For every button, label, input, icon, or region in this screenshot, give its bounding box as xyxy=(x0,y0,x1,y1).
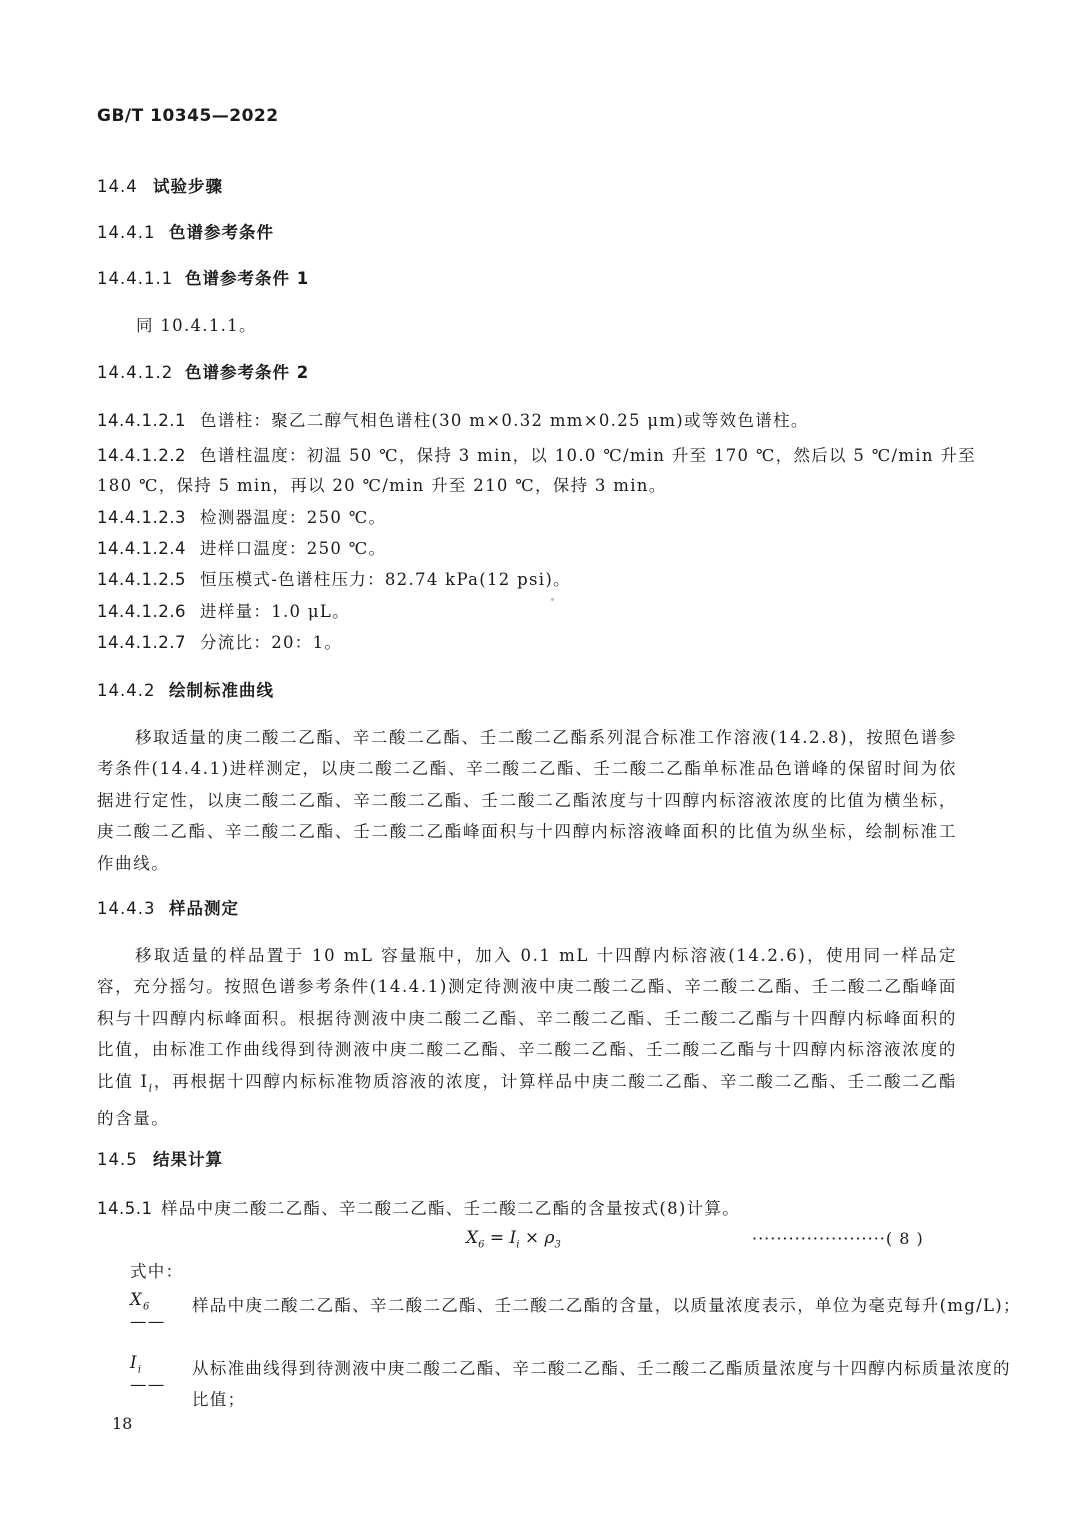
definition-text: 样品中庚二酸二乙酯、辛二酸二乙酯、壬二酸二乙酯的含量，以质量浓度表示，单位为毫克每升(mg/L)； xyxy=(192,1296,1021,1315)
item-number: 14.4.1.2.2 xyxy=(97,446,186,465)
item-text: 恒压模式-色谱柱压力：82.74 kPa(12 psi)。 xyxy=(200,570,571,589)
item-number: 14.4.1.2.1 xyxy=(97,411,186,430)
heading-14-4-1-1 xyxy=(97,265,309,289)
section-title: 色谱参考条件 xyxy=(169,223,274,242)
item-text: 色谱柱：聚乙二醇气相色谱柱(30 m×0.32 mm×0.25 μm)或等效色谱柱。 xyxy=(200,411,809,430)
condition-item-continuation: 180 ℃，保持 5 min，再以 20 ℃/min 升至 210 ℃，保持 3 min。 xyxy=(97,476,667,495)
paragraph-text: 移取适量的样品置于 10 mL 容量瓶中，加入 0.1 mL 十四醇内标溶液(14.2.6)，使用同一样品定容，充分摇匀。按照色谱参考条件(14.4.1)测定待测液中庚二酸二乙酯、辛二酸二乙酯、壬二酸二乙酯峰面积与十四醇内标峰面积。根据待测液中庚二酸二乙酯、辛二酸二乙酯、壬二酸二乙酯与十四醇内标峰面积的比值，由标准工作曲线得到待测液中庚二酸二乙酯、辛二酸二乙酯、壬二酸二乙酯与十四醇内标溶液浓度的比值 I xyxy=(97,946,957,1091)
item-text: 进样量：1.0 μL。 xyxy=(200,602,350,621)
standard-curve-paragraph: 移取适量的庚二酸二乙酯、辛二酸二乙酯、壬二酸二乙酯系列混合标准工作溶液(14.2.8)，按照色谱参考条件(14.4.1)进样测定，以庚二酸二乙酯、辛二酸二乙酯、壬二酸二乙酯单标准品色谱峰的保留时间为依据进行定性，以庚二酸二乙酯、辛二酸二乙酯、壬二酸二乙酯浓度与十四醇内标溶液浓度的比值为横坐标，庚二酸二乙酯、辛二酸二乙酯、壬二酸二乙酯峰面积与十四醇内标溶液峰面积的比值为纵坐标，绘制标准工作曲线。 xyxy=(97,728,957,873)
condition-item xyxy=(97,598,350,622)
item-text: 分流比：20：1。 xyxy=(200,633,343,652)
item-number: 14.4.1.2.6 xyxy=(97,602,186,621)
heading-14-4 xyxy=(97,173,223,197)
definition-symbol: $I_i$ —— xyxy=(130,1353,166,1395)
sample-test-paragraph xyxy=(97,940,957,1135)
heading-14-4-2 xyxy=(97,677,274,701)
definition-text: 从标准曲线得到待测液中庚二酸二乙酯、辛二酸二乙酯、壬二酸二乙酯质量浓度与十四醇内标质量浓度的比值； xyxy=(192,1359,1011,1409)
heading-14-4-1-2 xyxy=(97,359,309,383)
item-number: 14.4.1.2.4 xyxy=(97,539,186,558)
item-number: 14.5.1 xyxy=(97,1199,153,1218)
item-text: 样品中庚二酸二乙酯、辛二酸二乙酯、壬二酸二乙酯的含量按式(8)计算。 xyxy=(161,1199,741,1218)
formula-symbol: × ρ xyxy=(519,1228,555,1248)
formula-subscript: i xyxy=(516,1239,520,1251)
section-number: 14.4 xyxy=(97,177,138,196)
section-title: 试验步骤 xyxy=(153,177,223,196)
section-number: 14.5 xyxy=(97,1150,138,1169)
formula-symbol: = I xyxy=(484,1228,517,1248)
condition-item xyxy=(97,535,386,559)
item-number: 14.4.1.2.7 xyxy=(97,633,186,652)
section-number: 14.4.1.1 xyxy=(97,269,174,288)
scan-speck xyxy=(551,598,554,601)
formula-subscript: 6 xyxy=(478,1239,485,1251)
clause-14-5-1 xyxy=(97,1195,740,1219)
section-title: 结果计算 xyxy=(153,1150,223,1169)
definition-symbol: $X_6——$ xyxy=(130,1290,166,1332)
item-text: 检测器温度：250 ℃。 xyxy=(200,508,387,527)
standard-number: GB/T 10345—2022 xyxy=(97,106,279,126)
page-number: 18 xyxy=(112,1414,133,1433)
condition-1-body: 同 10.4.1.1。 xyxy=(136,316,257,335)
item-number: 14.4.1.2.5 xyxy=(97,570,186,589)
section-title: 色谱参考条件 2 xyxy=(185,363,310,382)
equation-number: ······················( 8 ) xyxy=(752,1229,924,1248)
condition-item xyxy=(97,407,809,431)
item-number: 14.4.1.2.3 xyxy=(97,508,186,527)
section-number: 14.4.1 xyxy=(97,223,156,242)
condition-item xyxy=(97,566,571,590)
heading-14-5 xyxy=(97,1146,223,1170)
section-number: 14.4.3 xyxy=(97,899,156,918)
heading-14-4-1 xyxy=(97,219,274,243)
paragraph-text-tail: ，再根据十四醇内标标准物质溶液的浓度，计算样品中庚二酸二乙酯、辛二酸二乙酯、壬二酸二乙酯的含量。 xyxy=(97,1071,957,1129)
formula-8 xyxy=(466,1228,561,1250)
item-text: 色谱柱温度：初温 50 ℃，保持 3 min，以 10.0 ℃/min 升至 170 ℃，然后以 5 ℃/min 升至 xyxy=(200,446,976,465)
heading-14-4-3 xyxy=(97,895,239,919)
section-title: 绘制标准曲线 xyxy=(169,681,274,700)
where-label: 式中： xyxy=(130,1262,184,1281)
condition-item xyxy=(97,629,342,653)
subscript: i xyxy=(148,1080,154,1094)
section-title: 样品测定 xyxy=(169,899,239,918)
formula-subscript: 3 xyxy=(554,1239,561,1251)
section-number: 14.4.2 xyxy=(97,681,156,700)
condition-item xyxy=(97,504,386,528)
condition-item xyxy=(97,442,976,466)
item-text: 进样口温度：250 ℃。 xyxy=(200,539,387,558)
formula-symbol: X xyxy=(466,1228,479,1248)
section-number: 14.4.1.2 xyxy=(97,363,174,382)
section-title: 色谱参考条件 1 xyxy=(185,269,310,288)
